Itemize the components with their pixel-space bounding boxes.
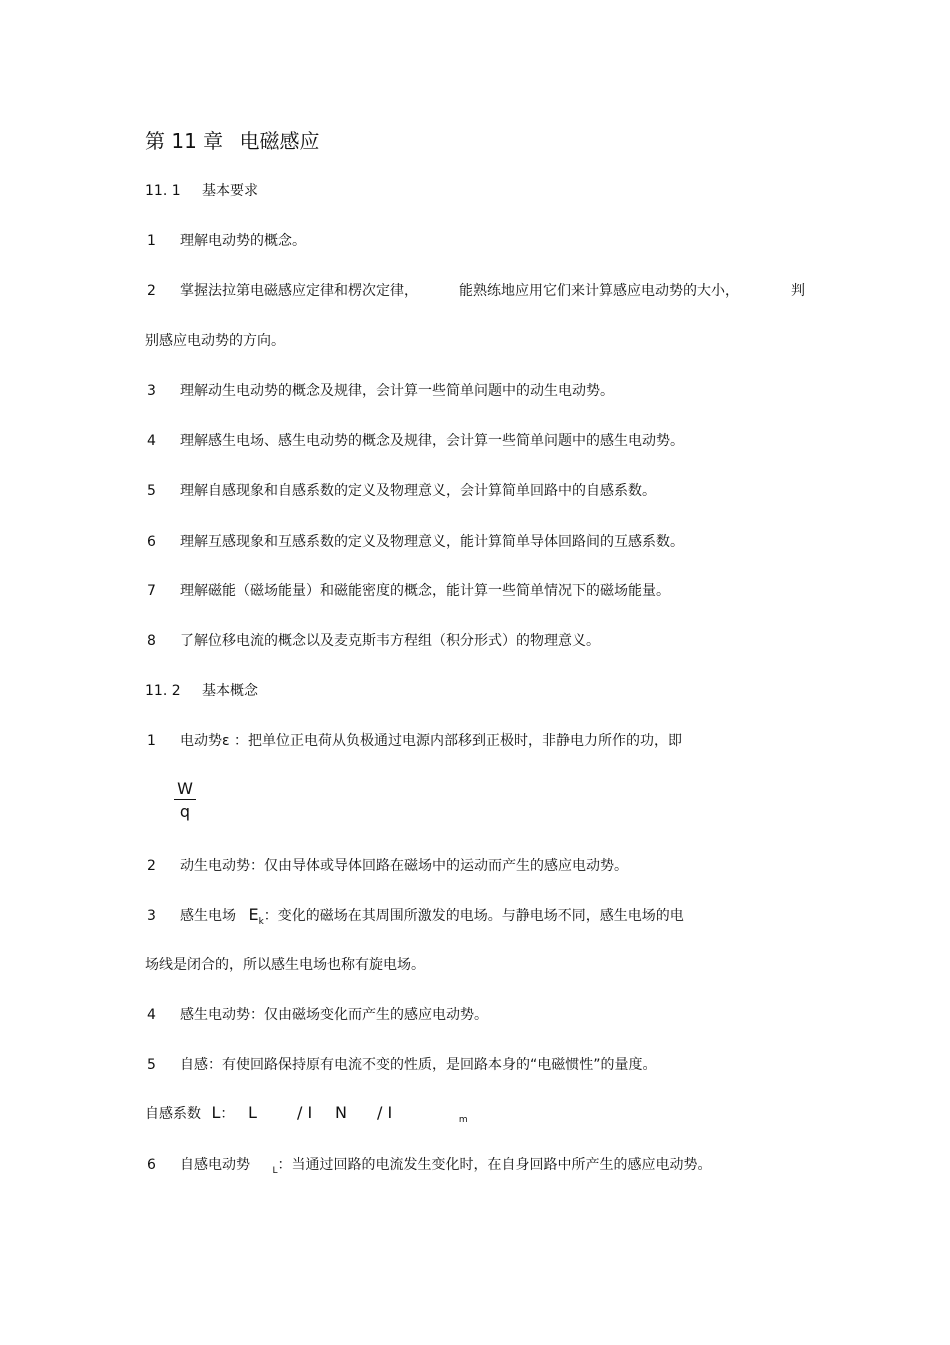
- symbol-L: L: [211, 1103, 221, 1122]
- item-number: 2: [147, 858, 156, 874]
- requirement-item: [145, 432, 684, 450]
- formula-label: 自感系数: [145, 1106, 201, 1122]
- item-number: 6: [147, 1157, 156, 1173]
- requirement-continuation: 别感应电动势的方向。: [145, 333, 285, 349]
- section-heading-concepts: [145, 682, 258, 700]
- item-number: 8: [147, 633, 156, 649]
- section-number: 11. 2: [145, 683, 181, 699]
- concept-item: [145, 732, 682, 750]
- formula-subscript-m: m: [458, 1115, 468, 1125]
- requirement-item: [145, 232, 306, 250]
- symbol-subscript-L: L: [272, 1166, 278, 1176]
- item-text: 感生电动势：仅由磁场变化而产生的感应电动势。: [180, 1007, 488, 1023]
- chapter-number: 11: [171, 129, 197, 153]
- fraction-numerator: W: [174, 779, 196, 800]
- item-number: 4: [147, 1007, 156, 1023]
- formula-term-N: N: [335, 1103, 347, 1122]
- item-number: 5: [147, 483, 156, 499]
- item-number: 6: [147, 534, 156, 550]
- item-text: 理解互感现象和互感系数的定义及物理意义，能计算简单导体回路间的互感系数。: [180, 534, 684, 550]
- item-text-part-b: 能熟练地应用它们来计算感应电动势的大小，: [459, 283, 739, 299]
- formula-term-L: L: [248, 1103, 257, 1122]
- item-text: 理解自感现象和自感系数的定义及物理意义，会计算简单回路中的自感系数。: [180, 483, 656, 499]
- symbol-subscript: k: [258, 917, 264, 927]
- requirement-item: [145, 482, 656, 500]
- formula-colon: ：: [220, 1106, 235, 1122]
- section-heading-requirements: [145, 182, 258, 200]
- concept-item: [145, 1056, 657, 1074]
- chapter-title: [145, 128, 320, 154]
- item-number: 7: [147, 583, 156, 599]
- section-number: 11. 1: [145, 183, 181, 199]
- item-number: 1: [147, 233, 156, 249]
- requirement-item: [145, 282, 825, 300]
- item-text: 理解动生电动势的概念及规律，会计算一些简单问题中的动生电动势。: [180, 383, 614, 399]
- item-text: 理解磁能（磁场能量）和磁能密度的概念，能计算一些简单情况下的磁场能量。: [180, 583, 670, 599]
- concept-item: [145, 1156, 711, 1176]
- requirement-item: [145, 632, 600, 650]
- item-text: 理解感生电场、感生电动势的概念及规律，会计算一些简单问题中的感生电动势。: [180, 433, 684, 449]
- concept-item: [145, 1006, 488, 1024]
- item-text: 自感：有使回路保持原有电流不变的性质，是回路本身的“电磁惯性”的量度。: [180, 1057, 657, 1073]
- item-number: 3: [147, 908, 156, 924]
- item-label: 自感电动势: [180, 1157, 250, 1173]
- requirement-item: [145, 582, 670, 600]
- section-title: 基本概念: [202, 683, 258, 699]
- self-inductance-formula: [145, 1103, 468, 1125]
- formula-term-over-I-2: / I: [377, 1103, 393, 1122]
- item-text: 电动势ε ：把单位正电荷从负极通过电源内部移到正极时，非静电力所作的功，即: [180, 733, 683, 749]
- chapter-suffix: 章: [203, 129, 224, 153]
- item-text: 理解电动势的概念。: [180, 233, 306, 249]
- chapter-name: 电磁感应: [239, 129, 320, 153]
- symbol-E: E: [248, 905, 259, 924]
- item-text-part-a: 掌握法拉第电磁感应定律和楞次定律，: [180, 283, 418, 299]
- item-number: 2: [147, 283, 156, 299]
- requirement-item: [145, 382, 614, 400]
- item-text: 动生电动势：仅由导体或导体回路在磁场中的运动而产生的感应电动势。: [180, 858, 628, 874]
- requirement-item: [145, 533, 684, 551]
- concept-item: [145, 906, 684, 927]
- emf-fraction: [174, 779, 196, 824]
- formula-term-over-I: / I: [297, 1103, 313, 1122]
- item-number: 3: [147, 383, 156, 399]
- concept-item: [145, 857, 628, 875]
- item-number: 5: [147, 1057, 156, 1073]
- item-text-part-c: 判: [791, 283, 805, 299]
- section-title: 基本要求: [202, 183, 258, 199]
- item-number: 4: [147, 433, 156, 449]
- concept-continuation: 场线是闭合的，所以感生电场也称有旋电场。: [145, 957, 425, 973]
- item-text: ：变化的磁场在其周围所激发的电场。与静电场不同，感生电场的电: [263, 908, 684, 924]
- item-number: 1: [147, 733, 156, 749]
- chapter-prefix: 第: [145, 129, 165, 153]
- fraction-denominator: q: [179, 802, 191, 821]
- item-label: 感生电场: [180, 908, 236, 924]
- item-text: 了解位移电流的概念以及麦克斯韦方程组（积分形式）的物理意义。: [180, 633, 600, 649]
- item-text: ：当通过回路的电流发生变化时，在自身回路中所产生的感应电动势。: [277, 1157, 712, 1173]
